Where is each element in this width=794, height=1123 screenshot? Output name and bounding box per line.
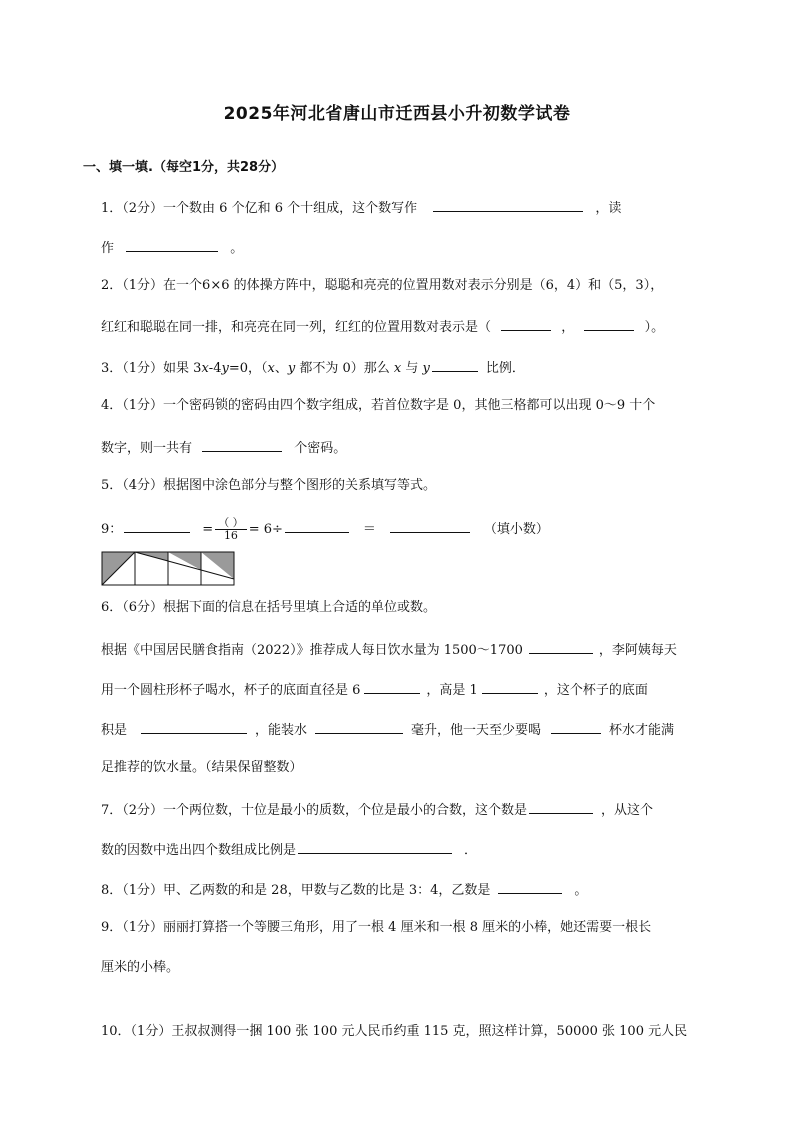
question-9-line-2: 厘米的小棒。	[101, 960, 180, 975]
q5-division: = 6÷	[248, 522, 283, 537]
q1-text-c: 作	[101, 241, 115, 256]
question-4-line-1: 4．（1分）一个密码锁的密码由四个数字组成，若首位数字是 0，其他三格都可以出现 0～9 十个	[101, 398, 656, 413]
q2-text-a: 红红和聪聪在同一排，和亮亮在同一列，红红的位置用数对表示是（	[101, 320, 492, 335]
q3-text-b: -4	[208, 361, 222, 376]
q3-text-c: =0，（	[228, 361, 268, 376]
q6-text-a: 根据《中国居民膳食指南（2022）》推荐成人每日饮水量为 1500～1700	[101, 643, 523, 658]
q1-answer-blank-reading[interactable]	[126, 237, 218, 252]
q5-answer-blank-divisor[interactable]	[285, 518, 349, 533]
q6-answer-blank-unit-diameter[interactable]	[364, 679, 420, 694]
question-2-line-1: 2．（1分）在一个6×6 的体操方阵中，聪聪和亮亮的位置用数对表示分别是（6，4）和（5，3），	[101, 278, 664, 293]
q6-text-d: ，高是 1	[426, 683, 478, 698]
q6-answer-blank-unit-height[interactable]	[482, 679, 538, 694]
q8-text-a: 8．（1分）甲、乙两数的和是 28，甲数与乙数的比是 3：4，乙数是	[101, 883, 491, 898]
question-5-line-1: 5．（4分）根据图中涂色部分与整个图形的关系填写等式。	[101, 478, 437, 493]
question-7-line-1	[101, 799, 653, 820]
q3-var-x: x	[393, 361, 402, 376]
q3-var-y: y	[221, 361, 229, 376]
q7-text-d: ．	[464, 843, 478, 858]
section-heading: 一、填一填.（每空1分，共28分）	[83, 160, 285, 175]
q7-text-a: 7．（2分）一个两位数，十位是最小的质数，个位是最小的合数，这个数是	[101, 803, 528, 818]
question-9-line-1: 9．（1分）丽丽打算搭一个等腰三角形，用了一根 4 厘米和一根 8 厘米的小棒，她还需要一根长	[101, 920, 652, 935]
q5-fraction	[215, 517, 247, 542]
q3-var-y: y	[287, 361, 296, 376]
q5-fraction-numerator[interactable]: （ ）	[215, 517, 247, 530]
q3-var-y: y	[422, 361, 430, 376]
q5-answer-blank-ratio[interactable]	[124, 518, 190, 533]
q6-text-f: 积是	[101, 723, 128, 738]
question-1-line-1	[101, 197, 621, 218]
q7-text-b: ，从这个	[601, 803, 654, 818]
q6-text-i: 杯水才能满	[609, 723, 675, 738]
question-2-line-2	[101, 316, 664, 337]
q2-answer-blank-x[interactable]	[501, 316, 551, 331]
q2-text-c: ）。	[644, 320, 665, 335]
page-title: 2025年河北省唐山市迁西县小升初数学试卷	[223, 104, 571, 124]
q6-text-h: 毫升，他一天至少要喝	[411, 723, 542, 738]
q1-text-d: 。	[230, 241, 244, 256]
question-6-line-5: 足推荐的饮水量。（结果保留整数）	[101, 760, 303, 775]
q3-var-x: x	[201, 361, 209, 376]
q6-answer-blank-area[interactable]	[141, 719, 247, 734]
q5-shaded-figure	[101, 551, 237, 587]
q1-answer-blank-number[interactable]	[433, 197, 583, 212]
q6-text-e: ，这个杯子的底面	[543, 683, 648, 698]
q7-text-c: 数的因数中选出四个数组成比例是	[101, 843, 297, 858]
question-8-line	[101, 879, 587, 900]
q8-answer-blank[interactable]	[498, 879, 562, 894]
q7-answer-blank-proportion[interactable]	[298, 839, 452, 854]
question-6-line-3	[101, 679, 648, 700]
q3-text-g: 比例．	[485, 361, 525, 376]
question-6-line-2	[101, 639, 677, 660]
q1-text-b: ，读	[595, 201, 622, 216]
q3-answer-blank[interactable]	[432, 357, 478, 372]
question-5-equation	[101, 517, 549, 542]
question-1-line-2	[101, 237, 243, 258]
q3-text-a: 3．（1分）如果 3	[101, 361, 202, 376]
question-6-line-1: 6．（6分）根据下面的信息在括号里填上合适的单位或数。	[101, 600, 437, 615]
q6-answer-blank-unit-water[interactable]	[529, 639, 593, 654]
q5-equals-sign: =	[202, 522, 214, 537]
q3-var-x: x	[267, 361, 275, 376]
q3-text-f: 与	[401, 361, 423, 376]
q2-answer-blank-y[interactable]	[584, 316, 634, 331]
question-3-line	[101, 357, 525, 378]
q6-text-b: ，李阿姨每天	[598, 643, 677, 658]
q4-text-a: 数字，则一共有	[101, 441, 193, 456]
q4-answer-blank[interactable]	[202, 437, 282, 452]
q8-text-b: 。	[574, 883, 588, 898]
q5-answer-blank-decimal[interactable]	[390, 518, 470, 533]
q6-answer-blank-cups[interactable]	[551, 719, 601, 734]
q6-answer-blank-volume[interactable]	[315, 719, 403, 734]
q4-text-b: 个密码。	[294, 441, 347, 456]
question-4-line-2	[101, 437, 346, 458]
q6-text-g: ，能装水	[255, 723, 308, 738]
q3-text-e: 都不为 0）那么	[295, 361, 394, 376]
q5-equals-sign: ＝	[362, 522, 376, 537]
question-10-line-1: 10．（1分）王叔叔测得一捆 100 张 100 元人民币约重 115 克，照这样计算，50000 张 100 元人民	[101, 1024, 688, 1039]
q5-hint: （填小数）	[483, 522, 549, 537]
q5-ratio-prefix: 9：	[101, 522, 123, 537]
q1-text-a: 1．（2分）一个数由 6 个亿和 6 个十组成，这个数写作	[101, 201, 418, 216]
question-7-line-2	[101, 839, 477, 860]
q6-text-c: 用一个圆柱形杯子喝水，杯子的底面直径是 6	[101, 683, 361, 698]
q7-answer-blank-number[interactable]	[529, 799, 593, 814]
question-6-line-4	[101, 719, 674, 740]
q2-text-b: ，	[561, 320, 575, 335]
q5-fraction-denominator: 16	[223, 529, 238, 542]
figure-shaded-wedge-3	[168, 552, 201, 570]
q3-text-d: 、	[274, 361, 288, 376]
